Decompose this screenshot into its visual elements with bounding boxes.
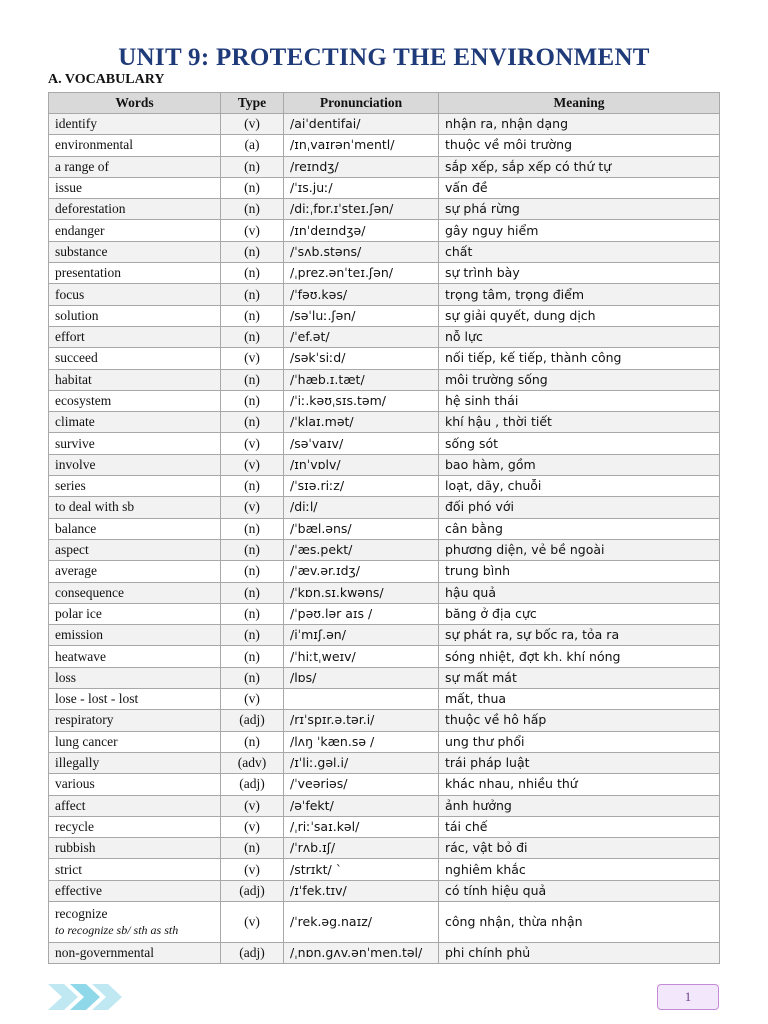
pronunciation-cell: /ˌnɒn.gʌv.ənˈmen.təl/ [284, 942, 439, 963]
word-cell [49, 539, 221, 560]
word-text: climate [55, 414, 95, 430]
word-text: lung cancer [55, 733, 118, 749]
meaning-cell: rác, vật bỏ đi [439, 838, 720, 859]
type-cell: (n) [221, 284, 284, 305]
pronunciation-cell [284, 689, 439, 710]
table-header-row [49, 93, 720, 114]
meaning-cell: đối phó với [439, 497, 720, 518]
word-cell [49, 369, 221, 390]
table-row [49, 582, 720, 603]
meaning-cell: cân bằng [439, 518, 720, 539]
pronunciation-cell: /ˈrʌb.ɪʃ/ [284, 838, 439, 859]
table-row [49, 625, 720, 646]
word-text: to deal with sb [55, 499, 135, 515]
meaning-cell: nỗ lực [439, 326, 720, 347]
word-cell [49, 561, 221, 582]
pronunciation-cell: /lɒs/ [284, 667, 439, 688]
word-cell [49, 156, 221, 177]
type-cell: (v) [221, 114, 284, 135]
word-cell [49, 241, 221, 262]
table-row [49, 667, 720, 688]
table-row [49, 241, 720, 262]
type-cell: (v) [221, 901, 284, 942]
pronunciation-cell: /səˈluː.ʃən/ [284, 305, 439, 326]
meaning-cell: phương diện, vẻ bề ngoài [439, 539, 720, 560]
word-text: effort [55, 329, 85, 345]
word-text: aspect [55, 542, 89, 558]
meaning-cell: phi chính phủ [439, 942, 720, 963]
word-cell [49, 412, 221, 433]
word-text: endanger [55, 222, 105, 238]
word-cell [49, 646, 221, 667]
word-text: polar ice [55, 605, 102, 621]
table-row [49, 859, 720, 880]
table-row [49, 348, 720, 369]
pronunciation-cell: /ˈsʌb.stəns/ [284, 241, 439, 262]
word-cell [49, 390, 221, 411]
table-row [49, 880, 720, 901]
word-cell [49, 476, 221, 497]
meaning-cell: ảnh hưởng [439, 795, 720, 816]
type-cell: (n) [221, 177, 284, 198]
pronunciation-cell: /diːl/ [284, 497, 439, 518]
word-text: affect [55, 797, 86, 813]
word-cell [49, 433, 221, 454]
meaning-cell: ung thư phổi [439, 731, 720, 752]
type-cell: (n) [221, 539, 284, 560]
type-cell: (n) [221, 390, 284, 411]
word-cell [49, 454, 221, 475]
type-cell: (n) [221, 476, 284, 497]
type-cell: (v) [221, 859, 284, 880]
pronunciation-cell: /ˈsɪə.riːz/ [284, 476, 439, 497]
word-cell [49, 880, 221, 901]
meaning-cell: thuộc về hô hấp [439, 710, 720, 731]
word-text: lose - lost - lost [55, 691, 139, 707]
table-row [49, 390, 720, 411]
meaning-cell: trung bình [439, 561, 720, 582]
pronunciation-cell: /ɪnˌvaɪrənˈmentl/ [284, 135, 439, 156]
table-row [49, 561, 720, 582]
type-cell: (n) [221, 156, 284, 177]
word-text: various [55, 776, 95, 792]
word-cell [49, 220, 221, 241]
pronunciation-cell: /aiˈdentifai/ [284, 114, 439, 135]
word-cell [49, 859, 221, 880]
table-row [49, 114, 720, 135]
pronunciation-cell: /iˈmɪʃ.ən/ [284, 625, 439, 646]
word-text: succeed [55, 350, 98, 366]
type-cell: (adj) [221, 880, 284, 901]
type-cell: (v) [221, 433, 284, 454]
meaning-cell: sắp xếp, sắp xếp có thứ tự [439, 156, 720, 177]
pronunciation-cell: /ˈbæl.əns/ [284, 518, 439, 539]
pronunciation-cell: /ɪnˈvɒlv/ [284, 454, 439, 475]
pronunciation-cell: /strɪkt/ ` [284, 859, 439, 880]
table-row [49, 774, 720, 795]
pronunciation-cell: /ˈklaɪ.mət/ [284, 412, 439, 433]
pronunciation-cell: /ˈef.ət/ [284, 326, 439, 347]
pronunciation-cell: /ˈiː.kəʊˌsɪs.təm/ [284, 390, 439, 411]
table-row [49, 752, 720, 773]
table-row [49, 369, 720, 390]
word-cell [49, 689, 221, 710]
word-cell [49, 497, 221, 518]
table-row [49, 838, 720, 859]
word-text: habitat [55, 371, 92, 387]
table-row [49, 433, 720, 454]
pronunciation-cell: /ˌprez.ənˈteɪ.ʃən/ [284, 263, 439, 284]
table-row [49, 518, 720, 539]
type-cell: (n) [221, 603, 284, 624]
type-cell: (v) [221, 220, 284, 241]
table-row [49, 816, 720, 837]
word-text: deforestation [55, 201, 126, 217]
table-row [49, 689, 720, 710]
word-text: a range of [55, 158, 109, 174]
header-pronunciation: Pronunciation [284, 93, 439, 114]
table-row [49, 710, 720, 731]
word-text: loss [55, 669, 77, 685]
word-cell [49, 263, 221, 284]
word-text: effective [55, 882, 102, 898]
meaning-cell: bao hàm, gồm [439, 454, 720, 475]
word-cell [49, 795, 221, 816]
pronunciation-cell: /ˈhæb.ɪ.tæt/ [284, 369, 439, 390]
word-text: heatwave [55, 648, 106, 664]
meaning-cell: tái chế [439, 816, 720, 837]
table-row [49, 305, 720, 326]
meaning-cell: sự mất mát [439, 667, 720, 688]
word-text: involve [55, 456, 96, 472]
meaning-cell: hậu quả [439, 582, 720, 603]
type-cell: (n) [221, 561, 284, 582]
word-cell [49, 284, 221, 305]
type-cell: (v) [221, 795, 284, 816]
word-text: rubbish [55, 840, 96, 856]
pronunciation-cell: /ˈkɒn.sɪ.kwəns/ [284, 582, 439, 603]
meaning-cell: môi trường sống [439, 369, 720, 390]
table-row [49, 263, 720, 284]
pronunciation-cell: /əˈfekt/ [284, 795, 439, 816]
meaning-cell: sự giải quyết, dung dịch [439, 305, 720, 326]
type-cell: (n) [221, 667, 284, 688]
type-cell: (v) [221, 497, 284, 518]
section-heading: A. VOCABULARY [48, 72, 165, 87]
meaning-cell: thuộc về môi trường [439, 135, 720, 156]
page-title: UNIT 9: PROTECTING THE ENVIRONMENT [118, 44, 650, 71]
meaning-cell: mất, thua [439, 689, 720, 710]
usage-note: to recognize sb/ sth as sth [55, 922, 179, 937]
pronunciation-cell: /ˈɪs.juː/ [284, 177, 439, 198]
meaning-cell: nghiêm khắc [439, 859, 720, 880]
word-text: environmental [55, 137, 133, 153]
word-cell [49, 942, 221, 963]
pronunciation-cell: /ˈæv.ər.ɪdʒ/ [284, 561, 439, 582]
table-row [49, 603, 720, 624]
pronunciation-cell: /rɪˈspɪr.ə.tər.i/ [284, 710, 439, 731]
meaning-cell: nối tiếp, kế tiếp, thành công [439, 348, 720, 369]
pronunciation-cell: /diːˌfɒr.ɪˈsteɪ.ʃən/ [284, 199, 439, 220]
pronunciation-cell: /ˈæs.pekt/ [284, 539, 439, 560]
word-cell [49, 816, 221, 837]
type-cell: (n) [221, 305, 284, 326]
table-row [49, 497, 720, 518]
word-cell [49, 177, 221, 198]
pronunciation-cell: /ɪˈfek.tɪv/ [284, 880, 439, 901]
type-cell: (v) [221, 348, 284, 369]
word-cell [49, 114, 221, 135]
vocabulary-table [48, 92, 720, 964]
word-text: substance [55, 243, 108, 259]
table-row [49, 199, 720, 220]
table-row [49, 156, 720, 177]
word-cell [49, 901, 221, 942]
word-text: illegally [55, 755, 100, 771]
pronunciation-cell: /lʌŋ ˈkæn.sə / [284, 731, 439, 752]
table-row [49, 539, 720, 560]
word-cell [49, 199, 221, 220]
type-cell: (n) [221, 369, 284, 390]
word-text: identify [55, 116, 97, 132]
word-cell [49, 752, 221, 773]
meaning-cell: sự trình bày [439, 263, 720, 284]
meaning-cell: công nhận, thừa nhận [439, 901, 720, 942]
word-text: focus [55, 286, 85, 302]
table-row [49, 731, 720, 752]
meaning-cell: gây nguy hiểm [439, 220, 720, 241]
word-cell [49, 348, 221, 369]
meaning-cell: trái pháp luật [439, 752, 720, 773]
meaning-cell: vấn đề [439, 177, 720, 198]
header-meaning: Meaning [439, 93, 720, 114]
pronunciation-cell: /ˈfəʊ.kəs/ [284, 284, 439, 305]
header-type: Type [221, 93, 284, 114]
word-text: balance [55, 520, 97, 536]
type-cell: (adj) [221, 710, 284, 731]
table-row [49, 476, 720, 497]
type-cell: (n) [221, 646, 284, 667]
type-cell: (a) [221, 135, 284, 156]
type-cell: (n) [221, 625, 284, 646]
type-cell: (n) [221, 838, 284, 859]
meaning-cell: sự phá rừng [439, 199, 720, 220]
table-row [49, 942, 720, 963]
word-text: recycle [55, 818, 94, 834]
word-text: ecosystem [55, 393, 112, 408]
type-cell: (adj) [221, 774, 284, 795]
type-cell: (n) [221, 412, 284, 433]
word-cell [49, 603, 221, 624]
word-text: non-governmental [55, 945, 154, 961]
pronunciation-cell: /ɪnˈdeɪndʒə/ [284, 220, 439, 241]
table-row [49, 220, 720, 241]
type-cell: (adj) [221, 942, 284, 963]
pronunciation-cell: /ˈhiːtˌweɪv/ [284, 646, 439, 667]
table-row [49, 646, 720, 667]
word-cell [49, 667, 221, 688]
meaning-cell: sóng nhiệt, đợt kh. khí nóng [439, 646, 720, 667]
word-text: respiratory [55, 712, 114, 728]
pronunciation-cell: /reɪndʒ/ [284, 156, 439, 177]
meaning-cell: trọng tâm, trọng điểm [439, 284, 720, 305]
pronunciation-cell: /səkˈsiːd/ [284, 348, 439, 369]
meaning-cell: chất [439, 241, 720, 262]
table-row [49, 901, 720, 942]
table-row [49, 284, 720, 305]
word-cell [49, 625, 221, 646]
word-cell [49, 710, 221, 731]
word-cell [49, 305, 221, 326]
word-text: solution [55, 307, 99, 323]
table-row [49, 135, 720, 156]
table-body [49, 114, 720, 964]
table-row [49, 326, 720, 347]
pronunciation-cell: /ˈpəʊ.lər aɪs / [284, 603, 439, 624]
meaning-cell: khí hậu , thời tiết [439, 412, 720, 433]
header-words: Words [49, 93, 221, 114]
meaning-cell: sống sót [439, 433, 720, 454]
meaning-cell: loạt, dãy, chuỗi [439, 476, 720, 497]
type-cell: (v) [221, 816, 284, 837]
type-cell: (n) [221, 731, 284, 752]
word-cell [49, 518, 221, 539]
word-cell [49, 838, 221, 859]
word-text: strict [55, 861, 82, 877]
word-text: emission [55, 627, 104, 643]
type-cell: (n) [221, 326, 284, 347]
meaning-cell: khác nhau, nhiều thứ [439, 774, 720, 795]
meaning-cell: sự phát ra, sự bốc ra, tỏa ra [439, 625, 720, 646]
type-cell: (n) [221, 518, 284, 539]
pronunciation-cell: /ˈveəriəs/ [284, 774, 439, 795]
type-cell: (v) [221, 454, 284, 475]
word-text: recognize [55, 905, 108, 921]
table-row [49, 412, 720, 433]
word-cell [49, 582, 221, 603]
word-cell [49, 774, 221, 795]
word-text: consequence [55, 584, 124, 600]
table-row [49, 454, 720, 475]
double-chevron-right-icon [48, 982, 124, 1012]
word-text: presentation [55, 265, 121, 281]
type-cell: (n) [221, 199, 284, 220]
word-cell [49, 326, 221, 347]
type-cell: (v) [221, 689, 284, 710]
table-row [49, 795, 720, 816]
word-cell [49, 731, 221, 752]
word-cell [49, 135, 221, 156]
meaning-cell: có tính hiệu quả [439, 880, 720, 901]
meaning-cell: nhận ra, nhận dạng [439, 114, 720, 135]
word-text: series [55, 478, 86, 494]
type-cell: (adv) [221, 752, 284, 773]
table-row [49, 177, 720, 198]
word-text: survive [55, 435, 95, 451]
page-number: 1 [657, 984, 719, 1010]
type-cell: (n) [221, 241, 284, 262]
pronunciation-cell: /ˌriːˈsaɪ.kəl/ [284, 816, 439, 837]
type-cell: (n) [221, 263, 284, 284]
pronunciation-cell: /ɪˈliː.gəl.i/ [284, 752, 439, 773]
pronunciation-cell: /ˈrek.əg.naɪz/ [284, 901, 439, 942]
pronunciation-cell: /səˈvaɪv/ [284, 433, 439, 454]
type-cell: (n) [221, 582, 284, 603]
word-text: average [55, 563, 97, 579]
word-text: issue [55, 180, 82, 196]
meaning-cell: hệ sinh thái [439, 390, 720, 411]
meaning-cell: băng ở địa cực [439, 603, 720, 624]
